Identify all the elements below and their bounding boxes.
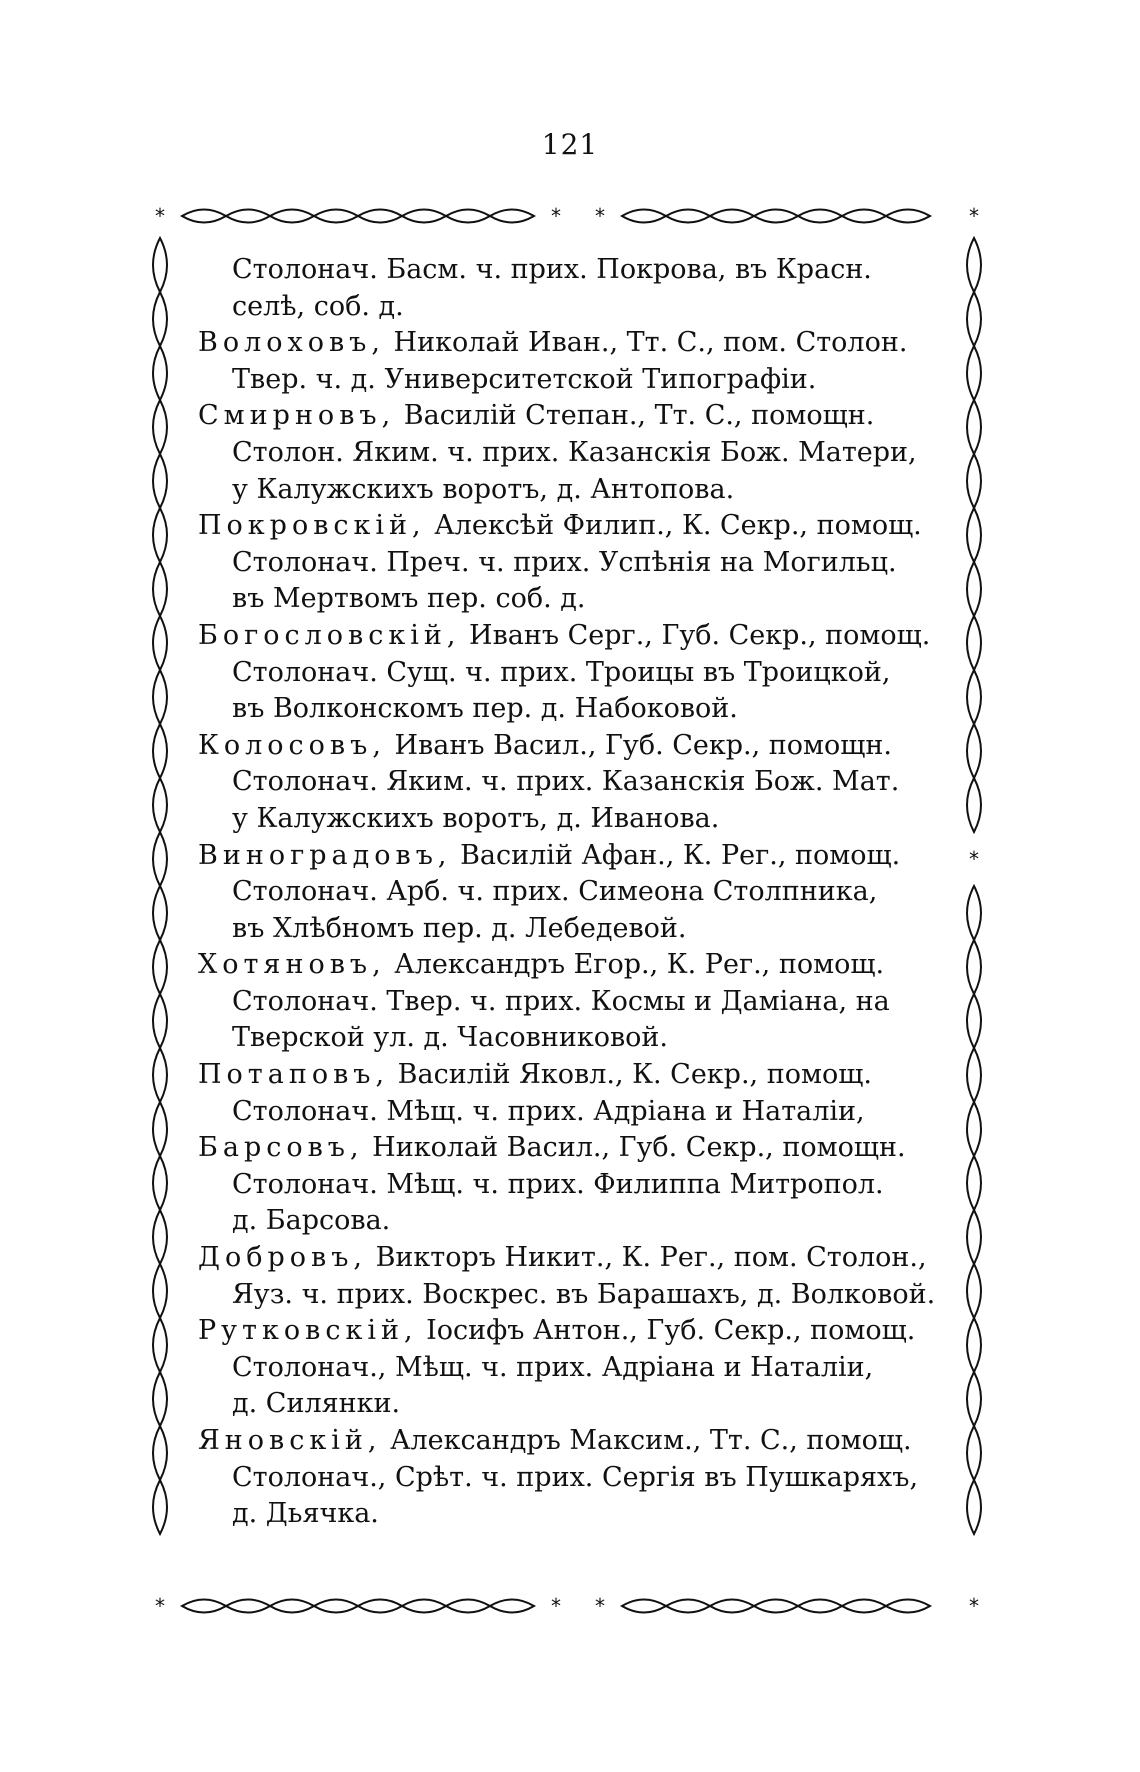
chain-link	[622, 210, 666, 223]
chain-link	[226, 210, 270, 223]
star-ornament: *	[155, 1594, 165, 1618]
chain-link	[153, 1318, 167, 1372]
entry-surname: Богословскій,	[198, 619, 461, 651]
chain-link	[967, 1372, 981, 1426]
entry-first-line	[198, 728, 946, 765]
chain-link	[153, 994, 167, 1048]
list-item	[198, 728, 946, 838]
chain-link	[446, 210, 490, 223]
star-ornament: *	[969, 1594, 979, 1618]
chain-link	[967, 1102, 981, 1156]
chain-link	[967, 346, 981, 400]
border-left	[153, 238, 167, 1534]
chain-link	[967, 1210, 981, 1264]
entry-line: Твер. ч. д. Университетской Типографіи.	[232, 363, 817, 395]
entry-details: Александръ Максим., Тт. С., помощ.	[390, 1425, 912, 1456]
entry-first-line	[198, 508, 946, 545]
entry-line: Столонач. Арб. ч. прих. Симеона Столпника,	[232, 876, 878, 908]
entry-first-line	[198, 325, 946, 362]
entry-surname: Яновскій,	[198, 1425, 382, 1456]
chain-link	[886, 210, 930, 223]
chain-link	[710, 210, 754, 223]
border-right	[967, 238, 981, 1534]
entry-details: Иванъ Васил., Губ. Секр., помощн.	[394, 729, 892, 761]
entry-line: въ Волконскомъ пер. д. Набоковой.	[232, 693, 738, 725]
entry-line: д. Силянки.	[232, 1388, 401, 1420]
entry-line: у Калужскихъ воротъ, д. Антопова.	[232, 473, 735, 505]
star-ornament: *	[969, 204, 979, 228]
chain-link	[754, 1600, 798, 1613]
chain-link	[490, 210, 534, 223]
chain-link	[153, 616, 167, 670]
star-ornament: *	[595, 1594, 605, 1618]
chain-link	[622, 1600, 666, 1613]
entry-details: Иванъ Серг., Губ. Секр., помощ.	[469, 619, 931, 651]
star-ornament: *	[155, 204, 165, 228]
entry-first-line	[198, 838, 946, 875]
star-ornament: *	[969, 847, 979, 871]
entry-surname: Потаповъ,	[198, 1059, 390, 1091]
entry-surname: Покровскій,	[198, 510, 426, 542]
chain-link	[967, 454, 981, 508]
entry-first-line	[198, 1423, 946, 1460]
chain-link	[666, 210, 710, 223]
entry-surname: Волоховъ,	[198, 327, 385, 359]
list-item	[198, 252, 946, 325]
chain-link	[153, 1156, 167, 1210]
entry-surname: Смирновъ,	[198, 400, 396, 432]
entry-line: д. Барсова.	[232, 1205, 391, 1237]
chain-link	[153, 292, 167, 346]
chain-link	[358, 210, 402, 223]
chain-link	[153, 454, 167, 508]
chain-link	[153, 1372, 167, 1426]
chain-link	[314, 210, 358, 223]
chain-link	[886, 1600, 930, 1613]
chain-link	[153, 238, 167, 292]
entry-details: Василій Степан., Тт. С., помощн.	[403, 400, 875, 432]
entry-first-line	[198, 1313, 946, 1350]
entry-first-line	[198, 947, 946, 984]
list-item	[198, 325, 946, 398]
chain-link	[967, 238, 981, 292]
list-item	[198, 1313, 946, 1423]
list-item	[198, 1423, 946, 1533]
entry-first-line	[198, 1130, 946, 1167]
chain-link	[967, 886, 981, 940]
entry-line: Столонач. Преч. ч. прих. Успѣнія на Могильц.	[232, 546, 897, 578]
chain-link	[666, 1600, 710, 1613]
chain-link	[226, 1600, 270, 1613]
star-ornament: *	[551, 1594, 561, 1618]
chain-link	[270, 210, 314, 223]
chain-link	[153, 1210, 167, 1264]
border-top	[155, 204, 979, 228]
chain-link	[967, 292, 981, 346]
chain-link	[153, 562, 167, 616]
list-item	[198, 1057, 946, 1130]
chain-link	[754, 210, 798, 223]
chain-link	[967, 1156, 981, 1210]
entry-first-line	[198, 1240, 946, 1277]
chain-link	[967, 1480, 981, 1534]
chain-link	[153, 400, 167, 454]
entry-details: Василій Яковл., К. Секр., помощ.	[397, 1059, 872, 1091]
entry-line: въ Хлѣбномъ пер. д. Лебедевой.	[232, 912, 687, 944]
entries-list	[198, 252, 946, 1533]
chain-link	[798, 210, 842, 223]
border-bottom	[155, 1594, 979, 1618]
entry-line: селѣ, соб. д.	[232, 290, 404, 322]
chain-link	[402, 210, 446, 223]
entry-line: Тверской ул. д. Часовниковой.	[232, 1022, 668, 1054]
entry-line: Столонач. Сущ. ч. прих. Троицы въ Троицкой,	[232, 656, 891, 688]
chain-link	[153, 1048, 167, 1102]
chain-link	[967, 778, 981, 832]
chain-link	[153, 670, 167, 724]
list-item	[198, 947, 946, 1057]
entry-line: Столонач. Твер. ч. прих. Космы и Даміана, на	[232, 985, 890, 1017]
list-item	[198, 1130, 946, 1240]
entry-surname: Добровъ,	[198, 1242, 367, 1274]
chain-link	[798, 1600, 842, 1613]
entry-details: Василій Афан., К. Рег., помощ.	[460, 839, 901, 871]
star-ornament: *	[551, 204, 561, 228]
chain-link	[967, 670, 981, 724]
chain-link	[153, 940, 167, 994]
chain-link	[182, 1600, 226, 1613]
chain-link	[314, 1600, 358, 1613]
chain-link	[967, 1426, 981, 1480]
entry-details: Викторъ Никит., К. Рег., пом. Столон.,	[375, 1242, 927, 1274]
chain-link	[182, 210, 226, 223]
chain-link	[842, 1600, 886, 1613]
entry-surname: Рутковскій,	[198, 1315, 418, 1347]
entry-surname: Хотяновъ,	[198, 949, 386, 981]
entry-details: Алексѣй Филип., К. Секр., помощ.	[434, 510, 922, 542]
list-item	[198, 398, 946, 508]
chain-link	[446, 1600, 490, 1613]
chain-link	[842, 210, 886, 223]
entry-surname: Барсовъ,	[198, 1132, 364, 1164]
chain-link	[967, 400, 981, 454]
entry-line: у Калужскихъ воротъ, д. Иванова.	[232, 802, 720, 834]
entry-first-line	[198, 618, 946, 655]
entry-line: въ Мертвомъ пер. соб. д.	[232, 583, 586, 615]
entry-details: Николай Васил., Губ. Секр., помощн.	[372, 1132, 906, 1164]
entry-first-line	[198, 398, 946, 435]
entry-line: Столонач., Мѣщ. ч. прих. Адріана и Наталіи,	[232, 1351, 874, 1383]
chain-link	[153, 778, 167, 832]
chain-link	[153, 832, 167, 886]
entry-details: Александръ Егор., К. Рег., помощ.	[394, 949, 885, 981]
star-ornament: *	[595, 204, 605, 228]
chain-link	[710, 1600, 754, 1613]
entry-first-line	[198, 1057, 946, 1094]
entry-line: Столон. Яким. ч. прих. Казанскія Бож. Матери,	[232, 436, 917, 468]
chain-link	[967, 724, 981, 778]
page-number: 121	[541, 128, 599, 161]
chain-link	[967, 1264, 981, 1318]
chain-link	[967, 616, 981, 670]
entry-line: Яуз. ч. прих. Воскрес. въ Барашахъ, д. Волковой.	[232, 1278, 936, 1310]
chain-link	[967, 1048, 981, 1102]
chain-link	[967, 940, 981, 994]
entry-details: Іосифъ Антон., Губ. Секр., помощ.	[426, 1315, 916, 1347]
entry-line: Столонач. Яким. ч. прих. Казанскія Бож. Мат.	[232, 766, 900, 798]
chain-link	[402, 1600, 446, 1613]
chain-link	[153, 346, 167, 400]
chain-link	[153, 724, 167, 778]
entry-surname: Колосовъ,	[198, 729, 386, 761]
chain-link	[967, 1318, 981, 1372]
list-item	[198, 838, 946, 948]
entry-line: Столонач., Срѣт. ч. прих. Сергія въ Пушкаряхъ,	[232, 1461, 919, 1493]
chain-link	[153, 1426, 167, 1480]
chain-link	[153, 1480, 167, 1534]
chain-link	[967, 508, 981, 562]
chain-link	[153, 886, 167, 940]
chain-link	[490, 1600, 534, 1613]
list-item	[198, 618, 946, 728]
entry-details: Николай Иван., Тт. С., пом. Столон.	[393, 327, 908, 359]
chain-link	[270, 1600, 314, 1613]
chain-link	[967, 994, 981, 1048]
list-item	[198, 1240, 946, 1313]
entry-line: Столонач. Мѣщ. ч. прих. Филиппа Митропол.	[232, 1168, 884, 1200]
entry-surname: Виноградовъ,	[198, 839, 452, 871]
entry-line: Столонач. Мѣщ. ч. прих. Адріана и Наталіи,	[232, 1095, 865, 1127]
chain-link	[358, 1600, 402, 1613]
list-item	[198, 508, 946, 618]
entry-line: д. Дьячка.	[232, 1498, 379, 1530]
chain-link	[153, 1264, 167, 1318]
chain-link	[967, 562, 981, 616]
entry-line: Столонач. Басм. ч. прих. Покрова, въ Красн.	[232, 254, 872, 285]
chain-link	[153, 1102, 167, 1156]
chain-link	[153, 508, 167, 562]
